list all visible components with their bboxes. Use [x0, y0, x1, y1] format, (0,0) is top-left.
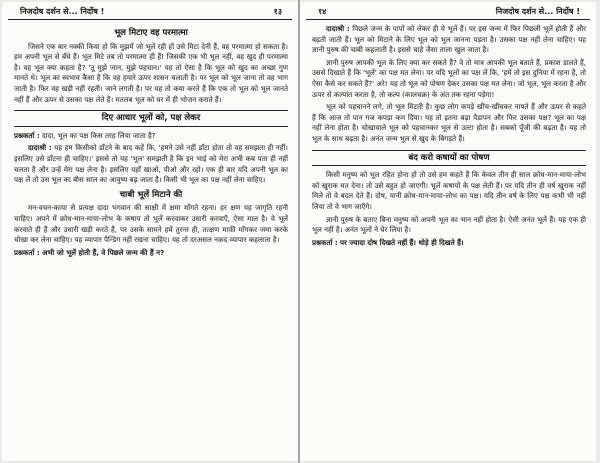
- right-header-title: निजदोष दर्शन से... निर्दोष !: [495, 7, 580, 16]
- left-page: [2, 2, 298, 461]
- right-page-header: [306, 2, 590, 20]
- dialogue-line: [312, 24, 586, 56]
- right-page: [300, 2, 596, 461]
- section-title-aadhar: दिए आधार भूलों को, पक्ष लेकर: [101, 113, 201, 124]
- speaker-label: प्रश्नकर्ता :: [312, 237, 338, 247]
- left-header-title: निजदोष दर्शन से... निर्दोष !: [20, 7, 105, 16]
- dialogue-text: अभी जो भूलें होती हैं, वे पिछले जन्म की हैं न?: [41, 247, 165, 257]
- dialogue-text: यह हम किसीको डाँटने के बाद कहें कि, 'हमने उसे नहीं डाँटा होता तो वह समझता ही नहीं। इसलिए उसे डाँटना ही चाहिए।' इससे तो यह 'भूल' समझती है कि इन भाई को मेरा अभी कब पता ही नहीं चलता है और उन्हें मेरा पक्ष लेना है। इसलिए यहाँ खाओ, पीओ और रहो। एक ही बार यदि अपनी भूल का पक्ष लें तो उस भूल का बीस साल का आयुष्य बढ़ जाता है। किसी भी भूल का पक्ष नहीं लेना चाहिए।: [14, 143, 288, 185]
- dialogue-text: पर ज्यादा दोष दिखते नहीं हैं। थोड़े ही दिखते हैं।: [339, 237, 464, 247]
- speaker-label: दादाश्री :: [326, 24, 350, 33]
- section-box: [14, 110, 288, 127]
- speaker-label: प्रश्नकर्ता :: [14, 247, 40, 257]
- speaker-label: प्रश्नकर्ता :: [14, 130, 40, 140]
- right-page-content: [300, 20, 596, 248]
- section-title-bhul-mitaye: भूल मिटाए वह परमात्मा: [114, 28, 188, 38]
- section-title-chabi: चाबी भूलें मिटाने की: [119, 189, 183, 200]
- paragraph: ज्ञानी पुरुष आपकी भूल के लिए क्या कर सकते हैं? वे तो मात्र आपकी भूल बताते हैं, प्रकाश डालते हैं, उससे दिखाते हैं कि 'भूलें' का पक्ष मत लेना। पर यदि भूलों का पक्ष लें कि, 'हमें तो इस दुनिया में रहना है, तो ऐसा कैसे कर सकते हैं?' अरे! यह तो भूल को पोषण देकर उसका पक्ष मत लेना। जो भूल, भूल करता है और ऊपर से कल्पांत करता है, तो कल्प (कालचक्र) के अंत तक रहना पड़ेगा!: [312, 57, 586, 99]
- speaker-label: दादाश्री :: [28, 143, 52, 153]
- paragraph: किसी मनुष्य को भूल रहित होना हो तो उसे हम कहते हैं कि केवल तीन ही साल क्रोध-मान-माया-लोभ को खुराक मत देना। तो उसे बहुत हो जाएगी। भूलें कषायों के पक्ष लेती हैं। पर यदि तीन ही वर्ष खुराक नहीं मिले तो वे बदल देते हैं। दोष, यानी क्रोध-मान-माया-लोभ का पक्ष। यदि तीन वर्ष के लिए पक्ष कभी भी नहीं लिया तो वे भाग जाएँगे।: [312, 170, 586, 211]
- right-page-number: १४: [318, 7, 327, 16]
- section-box: [312, 150, 586, 167]
- section-title-kashay: बंद करो कषायों का पोषण: [408, 152, 490, 163]
- paragraph: मन-वचन-काया से प्रत्यक्ष दादा भगवान की साक्षी में क्षमा माँगते रहना। हर क्षण यह जागृति रहनी चाहिए। अपने में क्रोध-मान-माया-लोभ के कषाय तो भूलें करवाकर उधारी करवाएँ, ऐसा माल है। वे भूलें करवाते ही हैं और उधारी खड़ी करते हैं, पर उसके सामने हमें तुरन्त ही, तत्क्षण माफ़ी माँगकर जमा करके चोखा कर लेना चाहिए। यह व्यापार पैन्डिंग नहीं रखना चाहिए। यह तो दरअसल नक़द व्यापार कहलाता है।: [14, 203, 288, 245]
- paragraph: भूल को पहचानने लगे, तो भूल मिटती है। कुछ लोग कपड़े खींच-खींचकर नापते हैं और ऊपर से कहते हैं कि आज तो पान गज कपड़ा कम दिया। यह तो इतना बढ़ा पैडापन और फिर उसका पक्ष? भूल का पक्ष नहीं लेना होता है। चोखावाले भूल को पहचानकर भूल से उल्टा होता है। सबको पूँजी की बढ़ता है। यह तो भूल के साथ बढ़ता है। अनंत जन्म भूल से खुद के बिगड़ते हैं।: [312, 102, 586, 143]
- dialogue-text: पिछले जन्म के पापों को लेकर ही ये भूलें हैं। पर इस जन्म में फिर पिछली भूलें होती हैं और बढ़ती जाती हैं। भूल को मिटाने के लिए भूल को भूल जानना पड़ता है। उसका पक्ष नहीं लेना चाहिए। यह ज्ञानी पुरुष की चाबी कहलाती है। इससे चाहे जैसा ताला खुल जाता है।: [312, 24, 586, 55]
- dialogue-line: [14, 248, 288, 259]
- paragraph: जिसने एक बार नक्की किया हो कि मुझमें जो भूलें रही हों उसे मिटा देनी हैं, वह परमात्मा हो सकता है। हम अपनी भूल से बँधे हैं। भूल मिटे तब तो परमात्मा ही हैं! जिसकी एक भी भूल नहीं, वह खुद ही परमात्मा है। वह भूल क्या कहता है? 'तू मुझे जान, मुझे पहचान।' यह तो ऐसा है कि भूल को खुद का अच्छा गुण मानते थे। भूल का स्वभाव कैसा है कि वह हमारे ऊपर शासन चलाती है। पर भूल को भूल जाना तो वह भाग जाती है। फिर वह खड़ी नहीं रहती। जाने लगती है। पर यह तो कया करते हैं कि एक तो भूल को भूल जानते नहीं हैं और ऊपर से उसका पक्ष लेते हैं। मतलब भूल को घर में ही भोजन कराते हैं।: [14, 41, 288, 104]
- dialogue-line: [312, 238, 586, 249]
- dialogue-line: [14, 131, 288, 142]
- dialogue-line: [14, 143, 288, 185]
- left-page-header: [8, 2, 292, 20]
- left-page-content: [2, 20, 298, 258]
- paragraph: ज्ञानी पुरुष के बताए बिना मनुष्य को अपनी भूल का भान नहीं होता है। ऐसी अनंत भूलें हैं। यह एक ही भूल नहीं है। अनंत भूलों ने घेर लिया है।: [312, 214, 586, 235]
- left-page-number: १३: [273, 7, 282, 16]
- dialogue-text: दादा, भूल का पक्ष किस तरह लिया जाता है?: [41, 130, 156, 140]
